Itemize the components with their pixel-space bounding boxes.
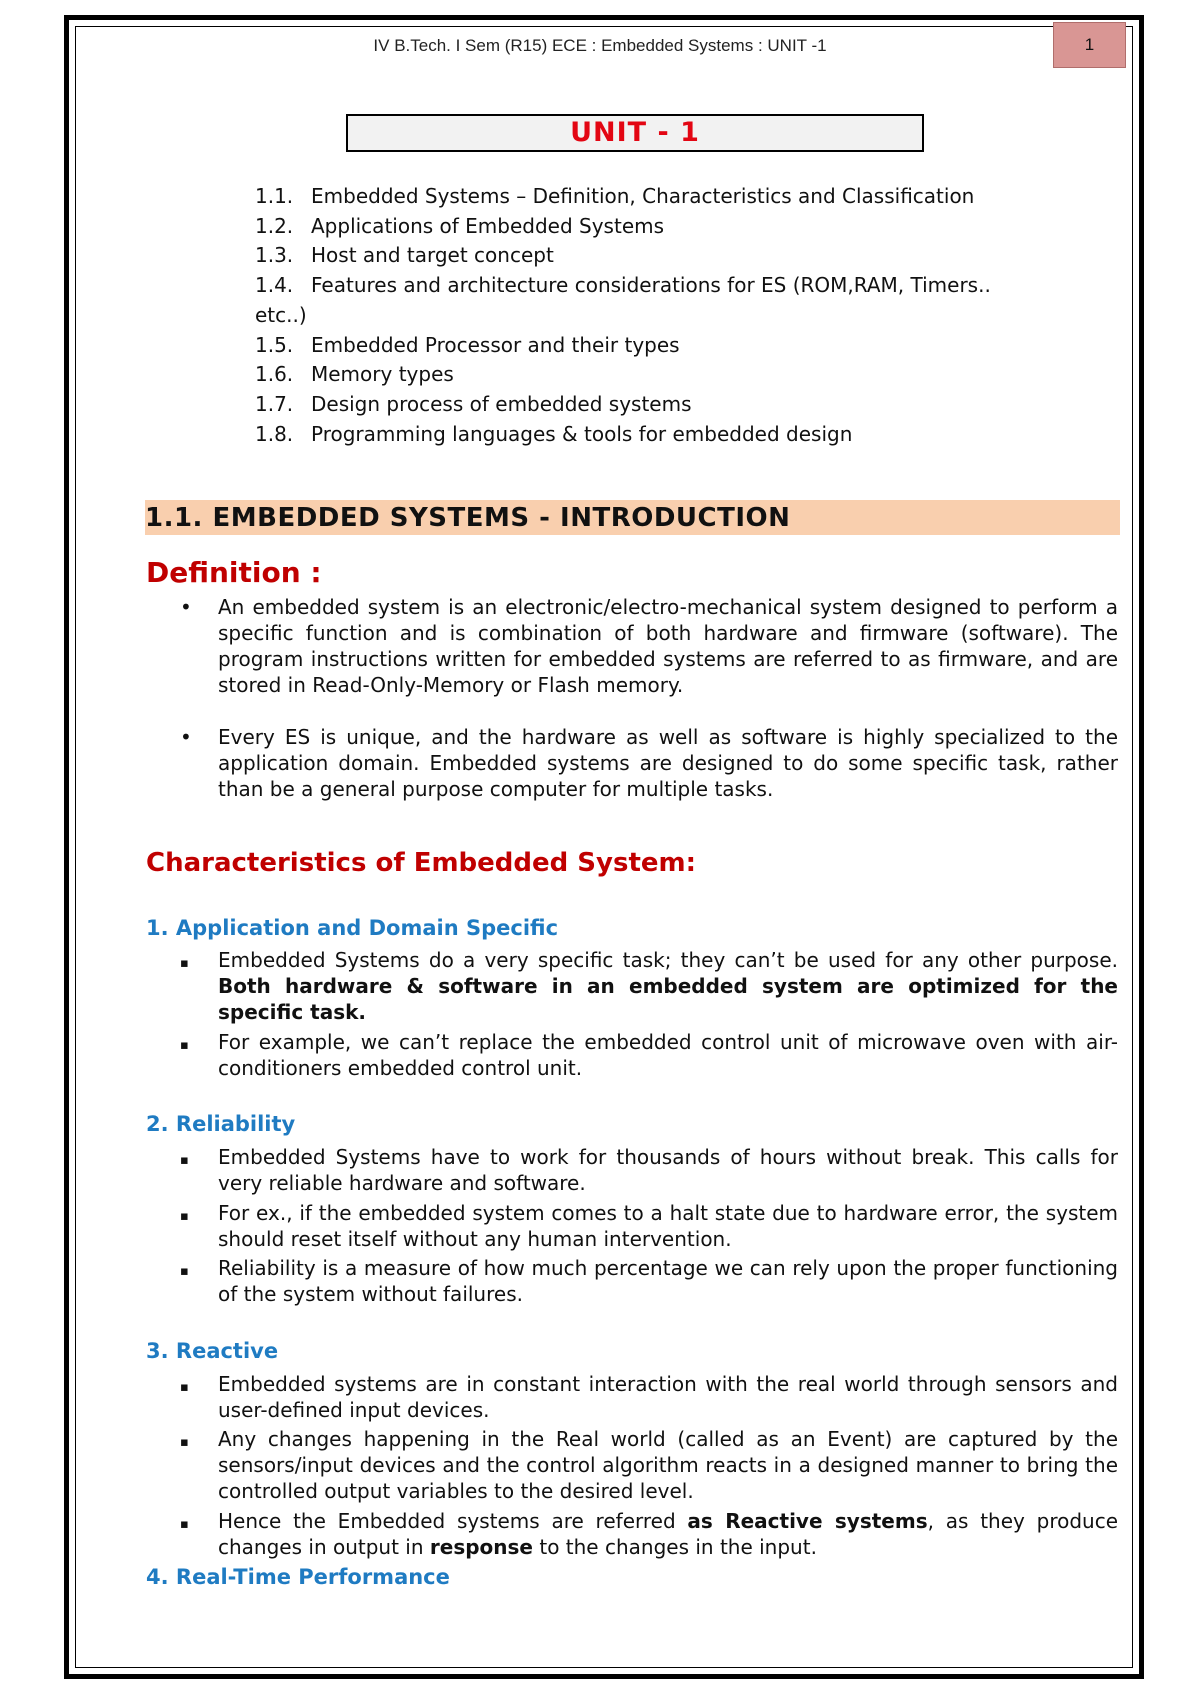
characteristic-3-heading: 3. Reactive: [146, 1339, 279, 1363]
characteristics-heading: Characteristics of Embedded System:: [146, 848, 697, 878]
running-header: IV B.Tech. I Sem (R15) ECE : Embedded Systems : UNIT -1: [373, 36, 827, 55]
toc-item: 1.6. Memory types: [255, 362, 454, 387]
toc-item-continuation: etc..): [255, 302, 307, 327]
bullet-square: ▪: [180, 956, 189, 971]
characteristic-1-point: ▪ Embedded Systems do a very specific task; they can’t be used for any other purpose. Both hardware & software in an embedded system are optimized for the specific task.: [180, 948, 1118, 1024]
characteristic-3-point: ▪ Any changes happening in the Real world (called as an Event) are captured by the sensors/input devices and the control algorithm reacts in a designed manner to bring the controlled output variables to the desired level.: [180, 1427, 1118, 1503]
bullet-square: ▪: [180, 1517, 189, 1532]
characteristic-3-point: ▪ Hence the Embedded systems are referred as Reactive systems, as they produce changes in output in response to the changes in the input.: [180, 1509, 1119, 1559]
characteristic-4-heading: 4. Real-Time Performance: [146, 1565, 450, 1589]
bullet-dot: •: [180, 595, 192, 619]
toc-item: 1.5. Embedded Processor and their types: [255, 332, 680, 357]
page-number-box: 1: [1053, 22, 1126, 68]
bullet-square: ▪: [180, 1380, 189, 1395]
toc-item: 1.8. Programming languages & tools for embedded design: [255, 421, 853, 446]
toc-item: 1.1. Embedded Systems – Definition, Characteristics and Classification: [255, 184, 975, 208]
characteristic-2-heading: 2. Reliability: [146, 1112, 296, 1136]
bullet-square: ▪: [180, 1264, 189, 1279]
bullet-square: ▪: [180, 1209, 189, 1224]
characteristic-3-point: ▪ Embedded systems are in constant interaction with the real world through sensors and user-defined input devices.: [180, 1372, 1118, 1422]
characteristic-2-point: ▪ For ex., if the embedded system comes to a halt state due to hardware error, the system should reset itself without any human intervention.: [180, 1201, 1118, 1251]
definition-heading: Definition :: [146, 556, 322, 589]
toc-item: 1.3. Host and target concept: [255, 243, 554, 268]
bullet-square: ▪: [180, 1038, 189, 1053]
bullet-dot: •: [180, 725, 192, 749]
toc-item: 1.4. Features and architecture considerations for ES (ROM,RAM, Timers.. etc..): [255, 273, 991, 327]
definition-point: • Every ES is unique, and the hardware as well as software is highly specialized to the application domain. Embedded systems are designed to do some specific task, rather than be a general purpose computer for multiple tasks.: [180, 725, 1118, 801]
toc-item: 1.2. Applications of Embedded Systems: [255, 213, 665, 238]
section-heading: 1.1. EMBEDDED SYSTEMS - INTRODUCTION: [145, 500, 1120, 535]
characteristic-2-point: ▪ Reliability is a measure of how much percentage we can rely upon the proper functioning of the system without failures.: [180, 1256, 1118, 1306]
bullet-square: ▪: [180, 1435, 189, 1450]
characteristic-2-point: ▪ Embedded Systems have to work for thousands of hours without break. This calls for very reliable hardware and software.: [180, 1145, 1118, 1195]
bullet-square: ▪: [180, 1153, 189, 1168]
characteristic-1-point: ▪ For example, we can’t replace the embedded control unit of microwave oven with air-conditioners embedded control unit.: [180, 1030, 1118, 1080]
unit-title: UNIT - 1: [346, 114, 924, 152]
characteristic-1-heading: 1. Application and Domain Specific: [146, 916, 559, 940]
toc-item: 1.7. Design process of embedded systems: [255, 391, 692, 416]
table-of-contents: [255, 182, 1095, 449]
definition-point: • An embedded system is an electronic/electro-mechanical system designed to perform a specific function and is combination of both hardware and firmware (software). The program instructions written for embedded systems are referred to as firmware, and are stored in Read-Only-Memory or Flash memory.: [180, 595, 1118, 697]
